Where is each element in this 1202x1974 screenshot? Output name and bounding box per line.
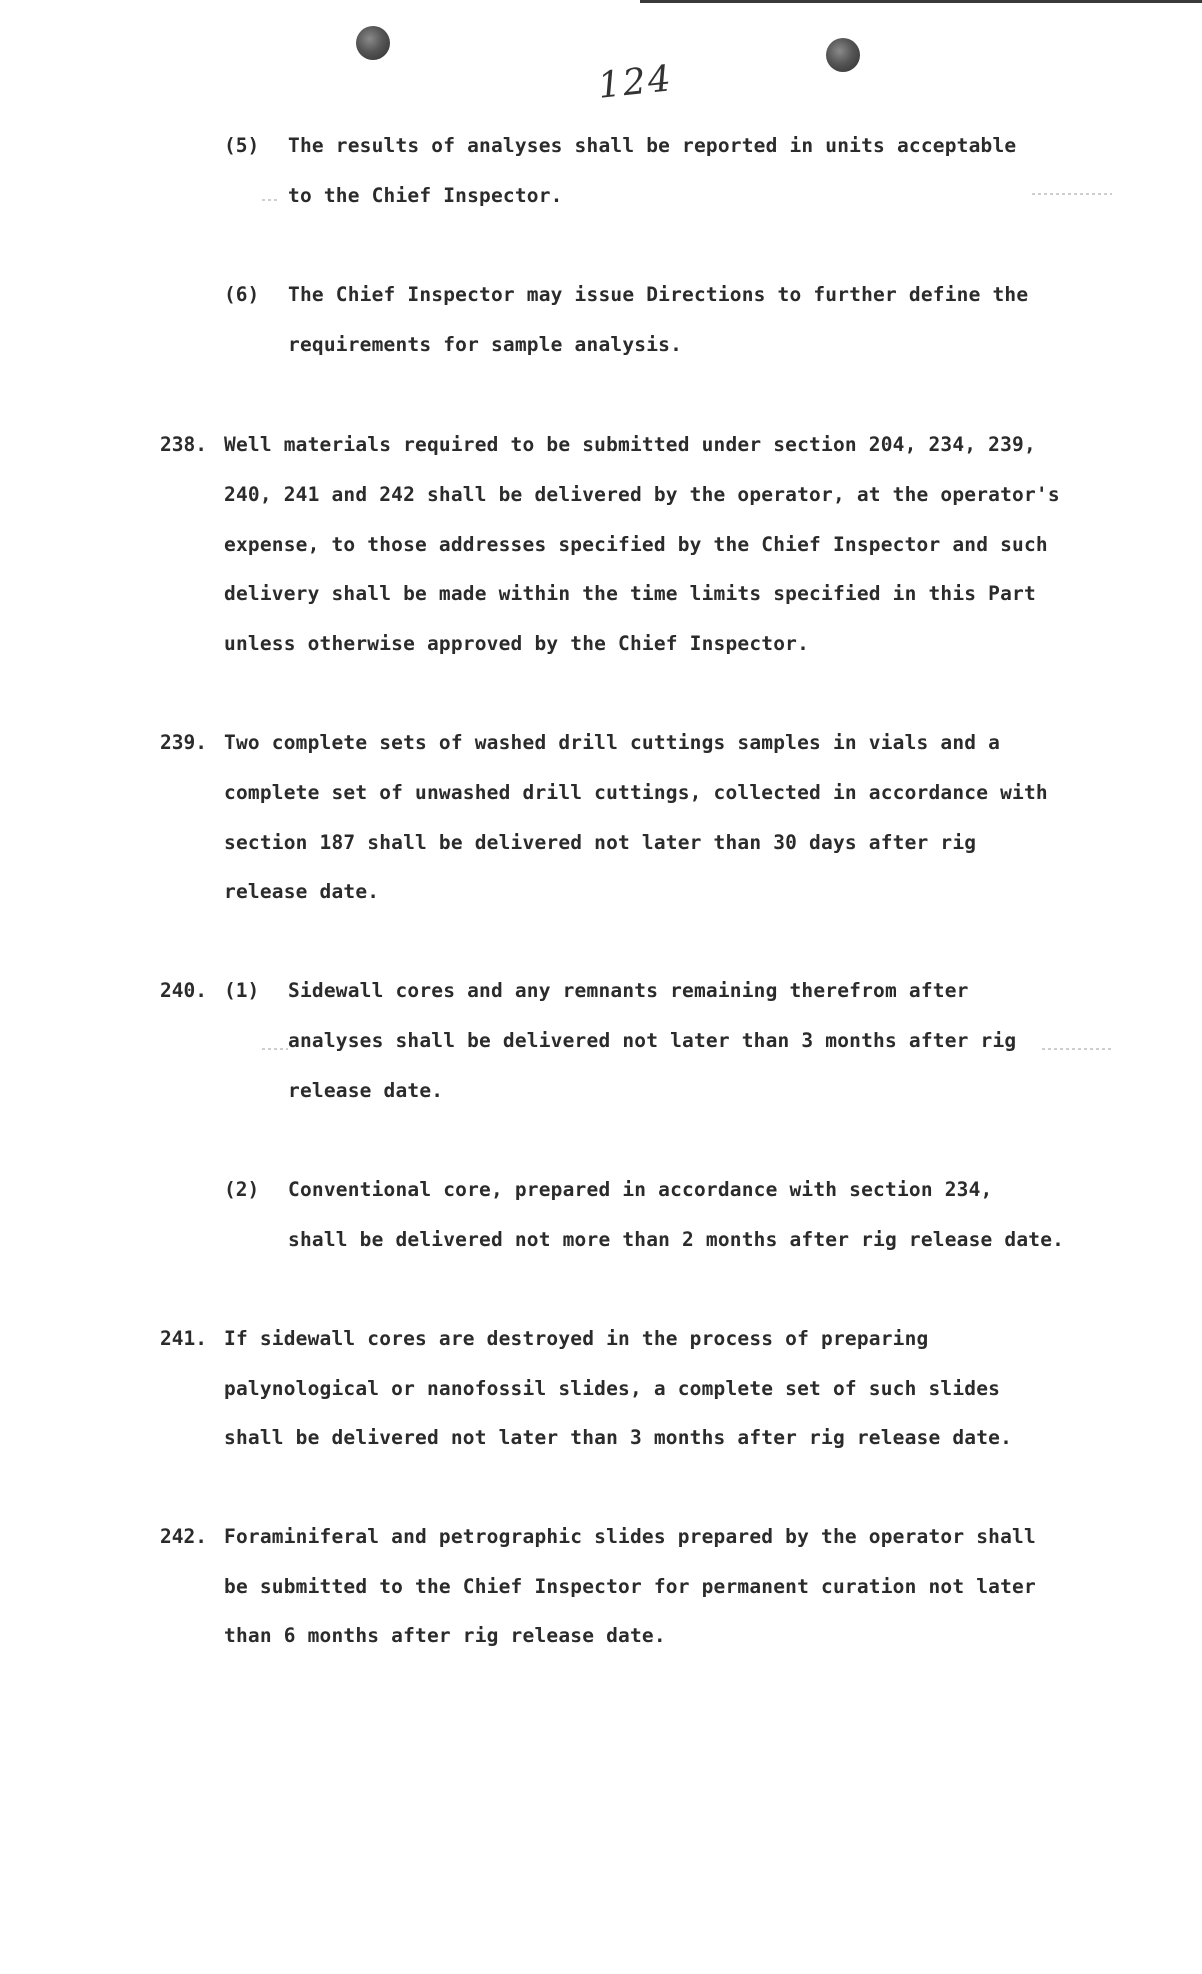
section-line: Conventional core, prepared in accordance with section 234, [288,1178,993,1201]
subsection-number: (1) [224,979,260,1002]
section-number: (6) [224,283,260,306]
section-line: Well materials required to be submitted under section 204, 234, 239, [224,433,1036,456]
section-number: 238. [160,433,207,456]
section-number: 241. [160,1327,207,1350]
scan-smudge [262,199,280,201]
section-line: shall be delivered not later than 3 months after rig release date. [224,1426,1013,1449]
section-line: Foraminiferal and petrographic slides prepared by the operator shall [224,1525,1036,1548]
section-line: Two complete sets of washed drill cuttings samples in vials and a [224,731,1001,754]
section-line: than 6 months after rig release date. [224,1624,666,1647]
section-line: expense, to those addresses specified by the Chief Inspector and such [224,533,1048,556]
punch-hole-left [356,26,390,60]
section-line: The results of analyses shall be reported in units acceptable [288,134,1017,157]
section-number: 242. [160,1525,207,1548]
punch-hole-right [826,38,860,72]
page-edge-line [640,0,1202,3]
section-line: section 187 shall be delivered not later than 30 days after rig [224,831,977,854]
section-line: 240, 241 and 242 shall be delivered by the operator, at the operator's [224,483,1060,506]
section-line: complete set of unwashed drill cuttings, collected in accordance with [224,781,1048,804]
section-line: shall be delivered not more than 2 months after rig release date. [288,1228,1065,1251]
section-number: 239. [160,731,207,754]
section-line: to the Chief Inspector. [288,184,563,207]
scan-smudge [262,1048,288,1050]
section-line: release date. [288,1079,444,1102]
scan-smudge [1032,193,1112,195]
section-line: If sidewall cores are destroyed in the process of preparing [224,1327,929,1350]
section-line: palynological or nanofossil slides, a complete set of such slides [224,1377,1001,1400]
section-line: Sidewall cores and any remnants remaining therefrom after [288,979,969,1002]
scan-smudge [1042,1048,1112,1050]
section-line: release date. [224,880,380,903]
section-number: (5) [224,134,260,157]
section-line: requirements for sample analysis. [288,333,683,356]
section-line: The Chief Inspector may issue Directions to further define the [288,283,1029,306]
section-number: 240. [160,979,207,1002]
section-line: unless otherwise approved by the Chief Inspector. [224,632,810,655]
section-number: (2) [224,1178,260,1201]
page-number: 124 [596,58,675,107]
section-line: delivery shall be made within the time limits specified in this Part [224,582,1036,605]
section-line: be submitted to the Chief Inspector for permanent curation not later [224,1575,1036,1598]
section-line: analyses shall be delivered not later than 3 months after rig [288,1029,1017,1052]
